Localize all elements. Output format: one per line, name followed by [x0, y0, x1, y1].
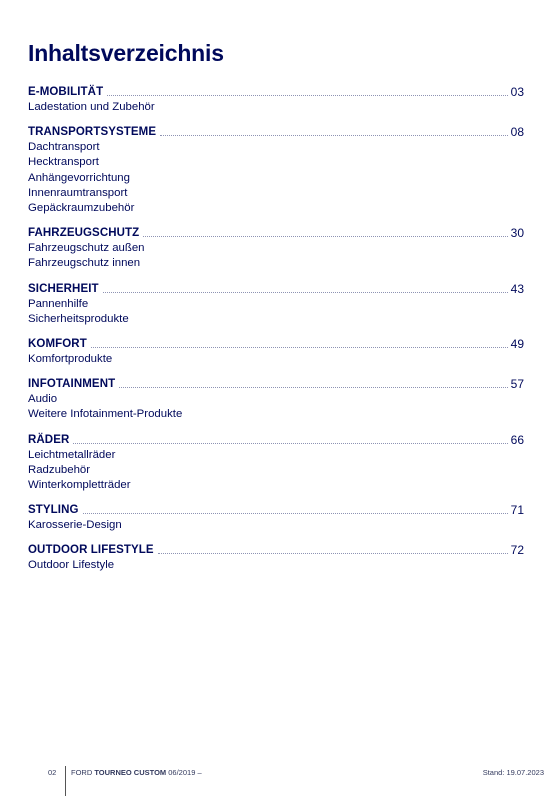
toc-section — [28, 502, 524, 533]
toc-subentry: Winterkompletträder — [28, 479, 131, 492]
dot-leader — [107, 95, 507, 96]
dot-leader — [73, 443, 507, 444]
toc-entry[interactable] — [28, 336, 524, 352]
toc-page-number: 49 — [510, 337, 524, 352]
toc-page-number: 71 — [510, 503, 524, 518]
dot-leader — [91, 347, 508, 348]
toc-subentry: Radzubehör — [28, 463, 91, 476]
toc-section — [28, 84, 524, 115]
toc-page-number: 08 — [510, 125, 524, 140]
dot-leader — [103, 292, 508, 293]
toc-page-number: 43 — [510, 281, 524, 296]
toc-section-title: TRANSPORTSYSTEME — [28, 126, 157, 139]
toc-section-title: STYLING — [28, 504, 79, 517]
toc-subentry: Innenraumtransport — [28, 186, 128, 199]
toc-subentry: Sicherheitsprodukte — [28, 312, 129, 325]
toc-subentry: Anhängevorrichtung — [28, 171, 130, 184]
toc-entry[interactable] — [28, 84, 524, 100]
toc-subentry: Fahrzeugschutz außen — [28, 242, 145, 255]
toc-section-title: SICHERHEIT — [28, 282, 99, 295]
toc-section — [28, 542, 524, 573]
toc-page-number: 30 — [510, 226, 524, 241]
toc-section-title: OUTDOOR LIFESTYLE — [28, 544, 154, 557]
toc-section — [28, 376, 524, 422]
toc-subentry: Dachtransport — [28, 141, 100, 154]
footer-edition: 06/2019 – — [168, 767, 202, 777]
toc-page-number: 72 — [510, 543, 524, 558]
toc-entry[interactable] — [28, 502, 524, 518]
toc-subentry: Weitere Infotainment-Produkte — [28, 408, 183, 421]
toc-subentry: Karosserie-Design — [28, 519, 122, 532]
toc-section — [28, 336, 524, 367]
toc-subentry: Leichtmetallräder — [28, 448, 116, 461]
toc-section-title: E-MOBILITÄT — [28, 86, 104, 98]
toc-subentry: Audio — [28, 393, 58, 406]
toc-entry[interactable] — [28, 225, 524, 241]
toc-section — [28, 432, 524, 494]
toc-page-number: 57 — [510, 377, 524, 392]
toc-section-title: FAHRZEUGSCHUTZ — [28, 227, 140, 240]
toc-entry[interactable] — [28, 432, 524, 448]
footer-brand — [71, 768, 202, 777]
dot-leader — [83, 513, 508, 514]
toc-entry[interactable] — [28, 124, 524, 140]
toc-page-number: 66 — [510, 432, 524, 447]
toc-subentry: Hecktransport — [28, 156, 99, 169]
dot-leader — [160, 135, 508, 136]
toc-section-title: INFOTAINMENT — [28, 378, 116, 391]
footer-page-number: 02 — [48, 767, 57, 777]
toc-page-number: 03 — [510, 85, 524, 99]
toc-entry[interactable] — [28, 281, 524, 297]
toc-section — [28, 281, 524, 327]
dot-leader — [158, 553, 508, 554]
toc-section — [28, 124, 524, 216]
dot-leader — [143, 236, 507, 237]
footer-model: TOURNEO CUSTOM — [94, 767, 167, 777]
toc-subentry: Pannenhilfe — [28, 297, 89, 310]
toc-subentry: Gepäckraumzubehör — [28, 202, 135, 215]
dot-leader — [119, 387, 507, 388]
toc-entry[interactable] — [28, 376, 524, 392]
toc-section-title: RÄDER — [28, 433, 70, 446]
footer-brand-name: FORD — [71, 767, 93, 777]
toc-section — [28, 225, 524, 271]
toc-subentry: Ladestation und Zubehör — [28, 101, 155, 113]
page-footer — [48, 766, 544, 778]
toc-subentry: Outdoor Lifestyle — [28, 559, 115, 572]
page-title: Inhaltsverzeichnis — [28, 40, 224, 66]
table-of-contents — [28, 84, 524, 583]
toc-entry[interactable] — [28, 542, 524, 558]
footer-date: Stand: 19.07.2023 — [482, 767, 544, 777]
toc-section-title: KOMFORT — [28, 338, 87, 351]
toc-subentry: Fahrzeugschutz innen — [28, 257, 141, 270]
toc-subentry: Komfortprodukte — [28, 353, 113, 366]
